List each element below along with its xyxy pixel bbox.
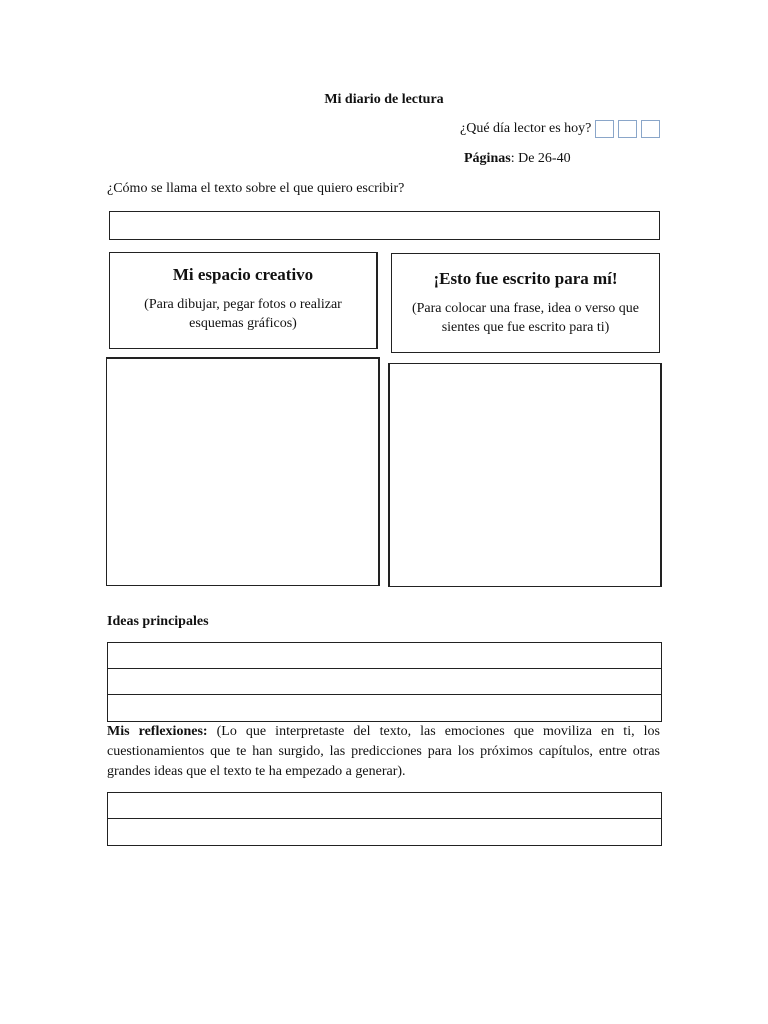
pages-label: Páginas bbox=[464, 151, 511, 166]
main-ideas-line-2[interactable] bbox=[108, 669, 661, 695]
creative-space-title: Mi espacio creativo bbox=[172, 265, 314, 284]
written-for-me-header bbox=[391, 253, 660, 353]
main-ideas-lines bbox=[107, 642, 662, 722]
day-digit-box-2[interactable] bbox=[618, 120, 637, 138]
reflections-line-1[interactable] bbox=[108, 793, 661, 819]
main-ideas-line-3[interactable] bbox=[108, 695, 661, 721]
reflections-label: Mis reflexiones: bbox=[107, 724, 208, 739]
creative-space-header bbox=[109, 252, 378, 349]
day-question-row bbox=[460, 120, 660, 138]
pages-value: : De 26-40 bbox=[510, 151, 571, 166]
day-question-label: ¿Qué día lector es hoy? bbox=[460, 121, 592, 136]
written-for-me-subtitle: (Para colocar una frase, idea o verso que sientes que fue escrito para ti) bbox=[411, 301, 639, 335]
day-digit-box-1[interactable] bbox=[595, 120, 614, 138]
main-ideas-line-1[interactable] bbox=[108, 643, 661, 669]
reflections-instructions bbox=[107, 722, 660, 782]
day-digit-box-3[interactable] bbox=[641, 120, 660, 138]
creative-space-area[interactable] bbox=[106, 357, 380, 586]
text-title-input-box[interactable] bbox=[109, 211, 660, 240]
reflections-lines bbox=[107, 792, 662, 846]
reflections-text: (Lo que interpretaste del texto, las emociones que moviliza en ti, los cuestionamientos que te han surgido, las predicciones para los próximos capítulos, entre otras grandes ideas que el texto te ha empezado a generar). bbox=[107, 724, 660, 779]
page-title: Mi diario de lectura bbox=[324, 92, 444, 107]
reflections-line-2[interactable] bbox=[108, 819, 661, 845]
creative-space-subtitle: (Para dibujar, pegar fotos o realizar esquemas gráficos) bbox=[144, 297, 342, 331]
text-title-question: ¿Cómo se llama el texto sobre el que quiero escribir? bbox=[107, 181, 405, 196]
written-for-me-title: ¡Esto fue escrito para mí! bbox=[433, 269, 618, 288]
written-for-me-area[interactable] bbox=[388, 363, 662, 587]
main-ideas-label: Ideas principales bbox=[107, 614, 209, 629]
pages-row bbox=[464, 151, 571, 167]
